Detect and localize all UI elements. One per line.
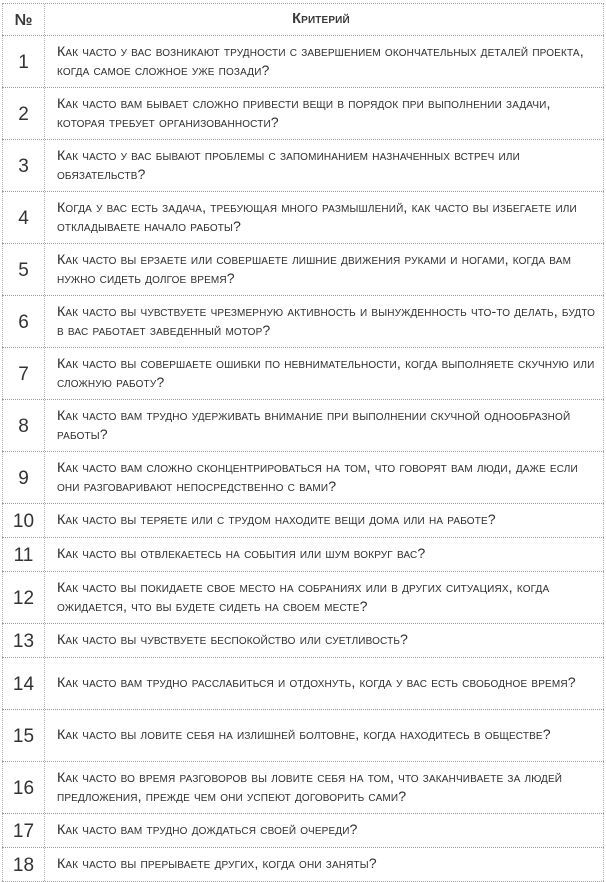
row-criterion: Как часто у вас бывают проблемы с запоминанием назначенных встреч или обязательств? [45,140,604,191]
table-row [2,244,604,296]
row-criterion: Как часто вам сложно сконцентрироваться на том, что говорят вам люди, даже если они разговаривают непосредственно с вами? [45,452,604,503]
row-number: 10 [2,504,45,537]
row-criterion: Как часто во время разговоров вы ловите себя на том, что заканчиваете за людей предложения, прежде чем они успеют договорить сами? [45,762,604,813]
row-criterion: Как часто вы теряете или с трудом находите вещи дома или на работе? [45,504,604,537]
criteria-table [2,3,604,882]
row-number: 7 [2,348,45,399]
table-row [2,192,604,244]
header-number: № [2,4,45,35]
row-criterion: Как часто вы покидаете свое место на собраниях или в других ситуациях, когда ожидается, что вы будете сидеть на своем месте? [45,572,604,623]
table-row [2,296,604,348]
row-criterion: Когда у вас есть задача, требующая много размышлений, как часто вы избегаете или откладываете начало работы? [45,192,604,243]
table-row [2,848,604,882]
row-number: 13 [2,624,45,657]
row-number: 3 [2,140,45,191]
table-row [2,658,604,710]
row-criterion: Как часто вы чувствуете чрезмерную активность и вынужденность что-то делать, будто в вас работает заведенный мотор? [45,296,604,347]
row-criterion: Как часто вы ерзаете или совершаете лишние движения руками и ногами, когда вам нужно сидеть долгое время? [45,244,604,295]
row-criterion: Как часто вы прерываете других, когда они заняты? [45,848,604,881]
row-number: 1 [2,36,45,87]
row-number: 5 [2,244,45,295]
row-criterion: Как часто у вас возникают трудности с завершением окончательных деталей проекта, когда самое сложное уже позади? [45,36,604,87]
table-row [2,710,604,762]
table-row [2,504,604,538]
row-criterion: Как часто вам бывает сложно привести вещи в порядок при выполнении задачи, которая требует организованности? [45,88,604,139]
row-number: 11 [2,538,45,571]
row-number: 9 [2,452,45,503]
table-row [2,814,604,848]
table-row [2,452,604,504]
row-criterion: Как часто вам трудно дождаться своей очереди? [45,814,604,847]
row-number: 16 [2,762,45,813]
table-row [2,538,604,572]
row-criterion: Как часто вы отвлекаетесь на события или шум вокруг вас? [45,538,604,571]
row-number: 2 [2,88,45,139]
table-row [2,624,604,658]
row-number: 14 [2,658,45,709]
row-number: 15 [2,710,45,761]
table-row [2,762,604,814]
row-criterion: Как часто вам трудно расслабиться и отдохнуть, когда у вас есть свободное время? [45,658,604,709]
table-row [2,140,604,192]
row-criterion: Как часто вы чувствуете беспокойство или суетливость? [45,624,604,657]
row-number: 8 [2,400,45,451]
row-number: 18 [2,848,45,881]
table-row [2,572,604,624]
row-number: 12 [2,572,45,623]
row-number: 4 [2,192,45,243]
row-criterion: Как часто вам трудно удерживать внимание при выполнении скучной однообразной работы? [45,400,604,451]
table-row [2,88,604,140]
row-criterion: Как часто вы совершаете ошибки по невнимательности, когда выполняете скучную или сложную работу? [45,348,604,399]
row-criterion: Как часто вы ловите себя на излишней болтовне, когда находитесь в обществе? [45,710,604,761]
table-row [2,36,604,88]
row-number: 17 [2,814,45,847]
table-row [2,400,604,452]
table-row [2,348,604,400]
table-header-row [2,3,604,36]
header-criterion: Критерий [45,4,604,35]
row-number: 6 [2,296,45,347]
